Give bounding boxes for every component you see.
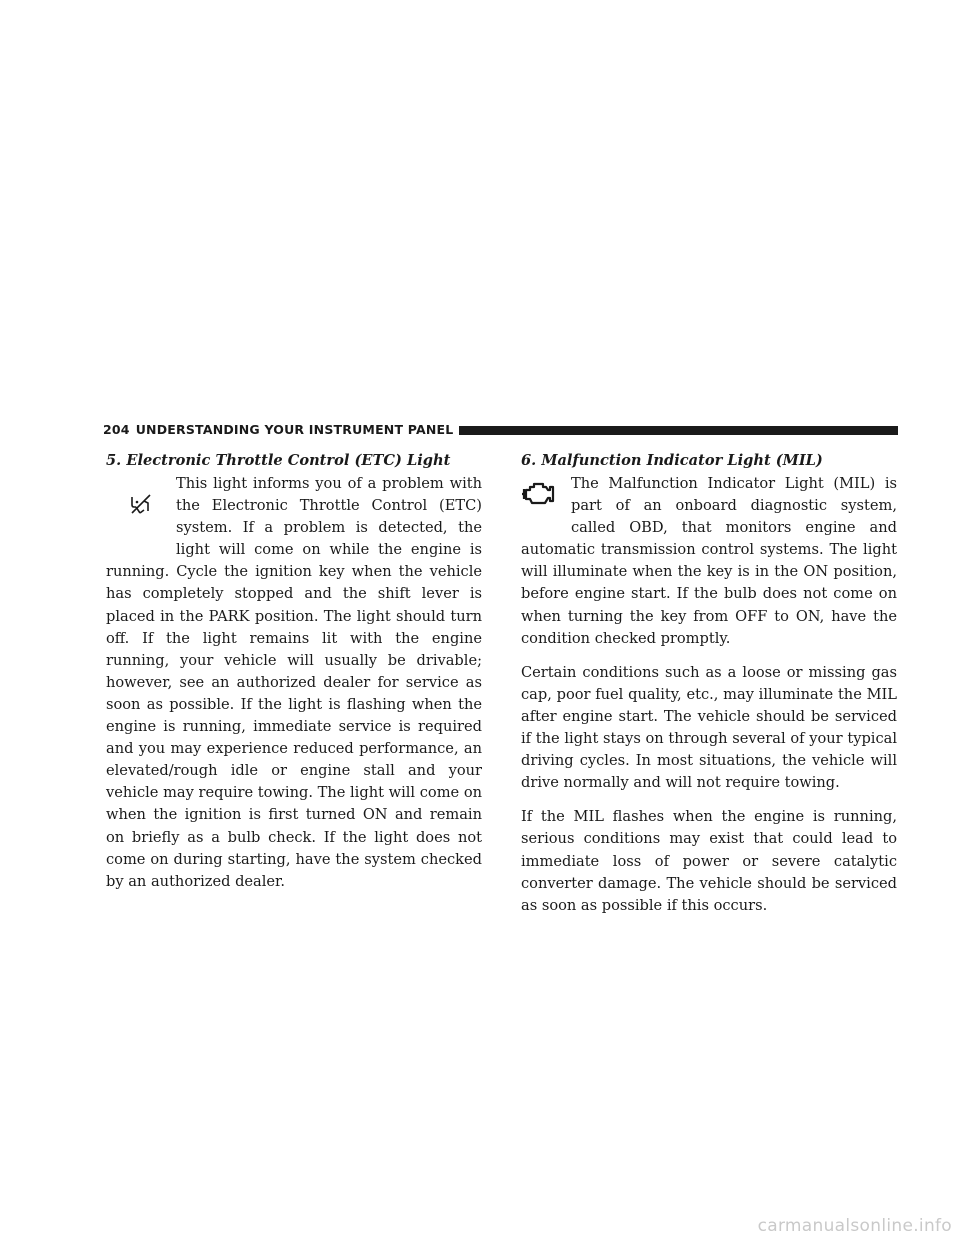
- mil-paragraph-1: The Malfunction Indicator Light (MIL) is part of an onboard diagnostic system, called OBD, that monitors engine and automatic transmission control systems. The light will illuminate when the key is in the ON position, before engine start. If the bulb does not come on when turning the key from OFF to ON, have the condition checked promptly.: [521, 475, 897, 647]
- mil-paragraph-3: If the MIL flashes when the engine is running, serious conditions may exist that could lead to immediate loss of power or severe catalytic converter damage. The vehicle should be serviced as soon as possible if this occurs.: [521, 808, 897, 914]
- mil-heading: 6. Malfunction Indicator Light (MIL): [521, 452, 823, 469]
- left-column: [106, 450, 482, 893]
- right-column: [521, 450, 897, 917]
- header-rule: [459, 426, 898, 435]
- etc-light-description: This light informs you of a problem with the Electronic Throttle Control (ETC) system. If a problem is detected, the light will come on while the engine is running. Cycle the ignition key when the vehicle has completely stopped and the shift lever is placed in the PARK position. The light should turn off. If the light remains lit with the engine running, your vehicle will usually be drivable; however, see an authorized dealer for service as soon as possible. If the light is flashing when the engine is running, immediate service is required and you may experience reduced performance, an elevated/rough idle or engine stall and your vehicle may require towing. The light will come on when the ignition is first turned ON and remain on briefly as a bulb check. If the light does not come on during starting, have the system checked by an authorized dealer.: [106, 475, 482, 890]
- etc-light-heading: 5. Electronic Throttle Control (ETC) Light: [106, 452, 451, 469]
- page-header: [103, 420, 898, 438]
- watermark: carmanualsonline.info: [757, 1216, 952, 1236]
- engine-icon: [521, 481, 571, 521]
- mil-paragraph-2: Certain conditions such as a loose or missing gas cap, poor fuel quality, etc., may illuminate the MIL after engine start. The vehicle should be serviced if the light stays on through several of your typical driving cycles. In most situations, the vehicle will drive normally and will not require towing.: [521, 663, 897, 792]
- etc-light-icon: [106, 481, 176, 543]
- section-title: UNDERSTANDING YOUR INSTRUMENT PANEL: [135, 421, 454, 437]
- page-number: 204: [103, 421, 130, 437]
